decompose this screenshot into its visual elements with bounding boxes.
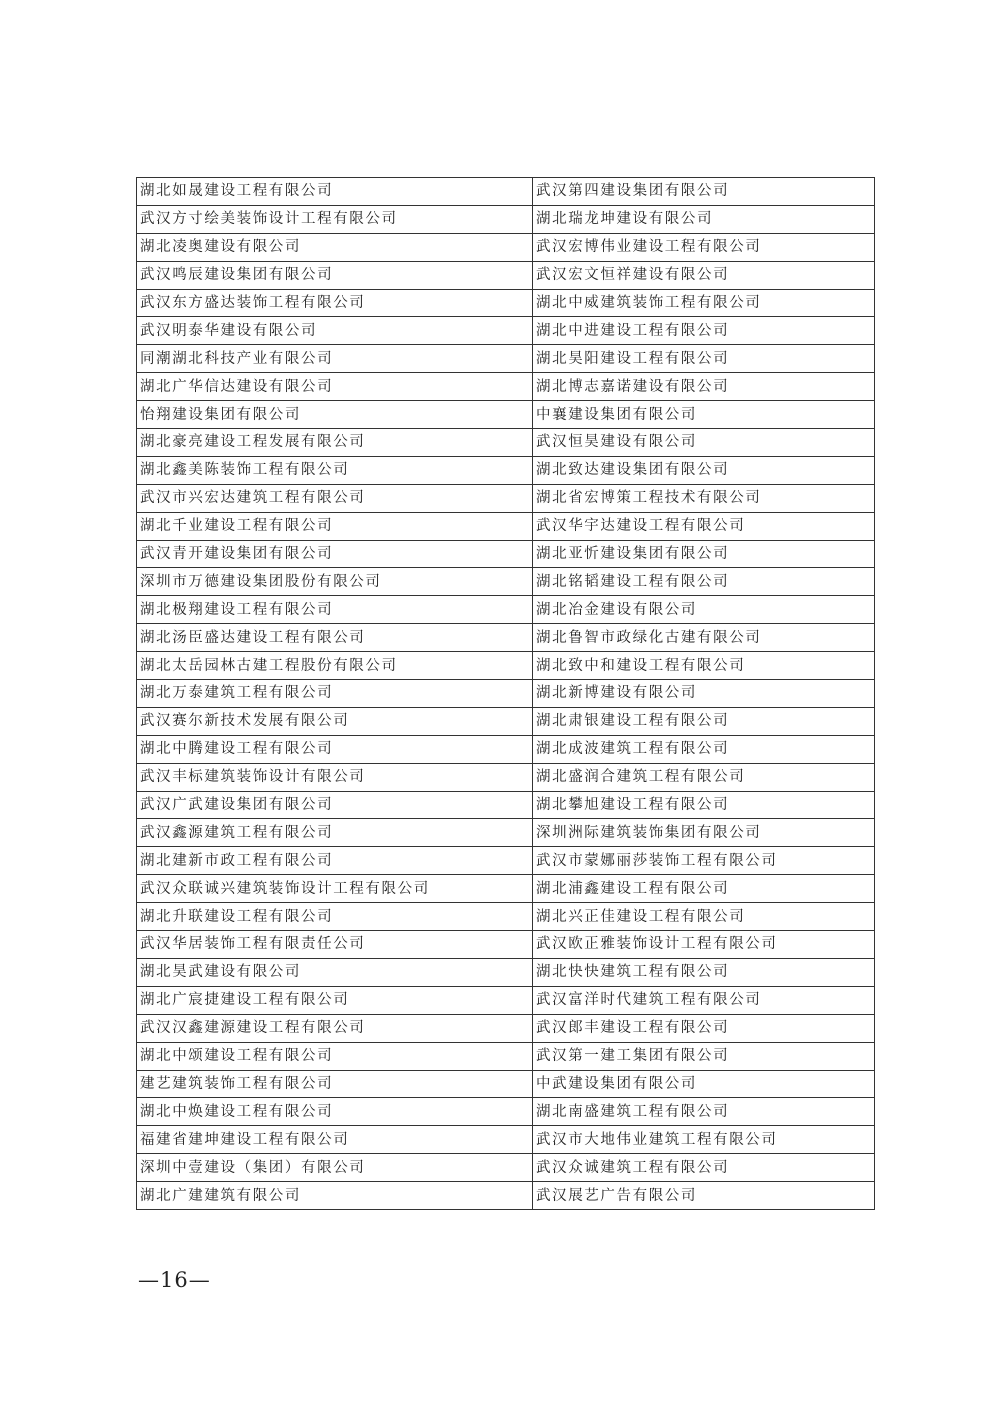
company-name-left: 湖北中腾建设工程有限公司 (137, 735, 533, 763)
company-name-right: 武汉第一建工集团有限公司 (533, 1042, 875, 1070)
company-name-left: 湖北中颂建设工程有限公司 (137, 1042, 533, 1070)
table-row (137, 763, 875, 791)
table-row (137, 540, 875, 568)
table-row (137, 429, 875, 457)
company-name-left: 怡翔建设集团有限公司 (137, 401, 533, 429)
table-row (137, 1126, 875, 1154)
table-row (137, 289, 875, 317)
company-name-right: 中襄建设集团有限公司 (533, 401, 875, 429)
page-number: —16— (138, 1268, 211, 1292)
company-name-left: 武汉青开建设集团有限公司 (137, 540, 533, 568)
company-name-left: 湖北千业建设工程有限公司 (137, 512, 533, 540)
company-name-right: 湖北攀旭建设工程有限公司 (533, 791, 875, 819)
table-row (137, 707, 875, 735)
company-name-left: 湖北极翔建设工程有限公司 (137, 596, 533, 624)
table-row (137, 512, 875, 540)
company-name-right: 湖北盛润合建筑工程有限公司 (533, 763, 875, 791)
company-name-right: 武汉众诚建筑工程有限公司 (533, 1154, 875, 1182)
company-name-right: 武汉宏文恒祥建设有限公司 (533, 261, 875, 289)
company-name-left: 武汉众联诚兴建筑装饰设计工程有限公司 (137, 875, 533, 903)
company-name-right: 深圳洲际建筑装饰集团有限公司 (533, 819, 875, 847)
company-name-left: 武汉明泰华建设有限公司 (137, 317, 533, 345)
table-row (137, 819, 875, 847)
table-row (137, 317, 875, 345)
company-name-left: 福建省建坤建设工程有限公司 (137, 1126, 533, 1154)
table-row (137, 261, 875, 289)
company-name-right: 湖北瑞龙坤建设有限公司 (533, 205, 875, 233)
company-name-right: 湖北鲁智市政绿化古建有限公司 (533, 624, 875, 652)
table-row (137, 847, 875, 875)
table-row (137, 1154, 875, 1182)
table-row (137, 875, 875, 903)
company-name-left: 武汉华居装饰工程有限责任公司 (137, 931, 533, 959)
company-name-right: 湖北冶金建设有限公司 (533, 596, 875, 624)
table-row (137, 958, 875, 986)
table-row (137, 1098, 875, 1126)
table-row (137, 178, 875, 206)
company-name-right: 湖北博志嘉诺建设有限公司 (533, 373, 875, 401)
company-name-left: 武汉丰标建筑装饰设计有限公司 (137, 763, 533, 791)
company-name-right: 武汉第四建设集团有限公司 (533, 178, 875, 206)
company-name-left: 建艺建筑装饰工程有限公司 (137, 1070, 533, 1098)
company-name-left: 武汉鸣辰建设集团有限公司 (137, 261, 533, 289)
company-table (136, 177, 875, 1210)
company-name-right: 湖北兴正佳建设工程有限公司 (533, 903, 875, 931)
table-body (137, 178, 875, 1210)
company-name-right: 武汉华宇达建设工程有限公司 (533, 512, 875, 540)
company-name-left: 湖北广建建筑有限公司 (137, 1182, 533, 1210)
company-name-left: 湖北鑫美陈装饰工程有限公司 (137, 456, 533, 484)
table-row (137, 205, 875, 233)
company-name-right: 武汉恒昊建设有限公司 (533, 429, 875, 457)
company-name-left: 湖北广宸捷建设工程有限公司 (137, 986, 533, 1014)
table-row (137, 456, 875, 484)
company-name-left: 湖北凌奥建设有限公司 (137, 233, 533, 261)
company-name-right: 武汉宏博伟业建设工程有限公司 (533, 233, 875, 261)
company-name-right: 湖北昊阳建设工程有限公司 (533, 345, 875, 373)
company-name-left: 湖北豪亮建设工程发展有限公司 (137, 429, 533, 457)
company-name-right: 湖北肃银建设工程有限公司 (533, 707, 875, 735)
table-row (137, 568, 875, 596)
company-name-left: 湖北万泰建筑工程有限公司 (137, 680, 533, 708)
company-name-right: 湖北致中和建设工程有限公司 (533, 652, 875, 680)
table-row (137, 931, 875, 959)
company-name-left: 武汉方寸绘美装饰设计工程有限公司 (137, 205, 533, 233)
company-name-left: 湖北建新市政工程有限公司 (137, 847, 533, 875)
company-name-right: 武汉欧正雅装饰设计工程有限公司 (533, 931, 875, 959)
company-name-left: 武汉鑫源建筑工程有限公司 (137, 819, 533, 847)
company-name-left: 湖北中焕建设工程有限公司 (137, 1098, 533, 1126)
table-row (137, 735, 875, 763)
company-name-right: 湖北浦鑫建设工程有限公司 (533, 875, 875, 903)
company-name-left: 湖北如晟建设工程有限公司 (137, 178, 533, 206)
company-name-right: 湖北亚忻建设集团有限公司 (533, 540, 875, 568)
company-name-right: 湖北致达建设集团有限公司 (533, 456, 875, 484)
company-name-left: 湖北太岳园林古建工程股份有限公司 (137, 652, 533, 680)
company-name-right: 湖北成波建筑工程有限公司 (533, 735, 875, 763)
company-name-right: 武汉市蒙娜丽莎装饰工程有限公司 (533, 847, 875, 875)
table-row (137, 1014, 875, 1042)
table-row (137, 791, 875, 819)
company-name-left: 武汉广武建设集团有限公司 (137, 791, 533, 819)
company-name-right: 武汉富洋时代建筑工程有限公司 (533, 986, 875, 1014)
company-name-right: 湖北铭韬建设工程有限公司 (533, 568, 875, 596)
company-name-right: 湖北省宏博策工程技术有限公司 (533, 484, 875, 512)
company-name-left: 武汉市兴宏达建筑工程有限公司 (137, 484, 533, 512)
table-row (137, 1182, 875, 1210)
company-name-left: 深圳中壹建设（集团）有限公司 (137, 1154, 533, 1182)
company-name-right: 中武建设集团有限公司 (533, 1070, 875, 1098)
table-row (137, 903, 875, 931)
table-row (137, 484, 875, 512)
table-row (137, 345, 875, 373)
company-name-left: 武汉赛尔新技术发展有限公司 (137, 707, 533, 735)
company-name-right: 湖北南盛建筑工程有限公司 (533, 1098, 875, 1126)
table-row (137, 596, 875, 624)
company-name-left: 湖北升联建设工程有限公司 (137, 903, 533, 931)
table-row (137, 652, 875, 680)
company-name-left: 深圳市万德建设集团股份有限公司 (137, 568, 533, 596)
table-row (137, 624, 875, 652)
table-row (137, 1070, 875, 1098)
table-row (137, 1042, 875, 1070)
company-name-right: 武汉展艺广告有限公司 (533, 1182, 875, 1210)
table-row (137, 373, 875, 401)
company-name-right: 湖北中进建设工程有限公司 (533, 317, 875, 345)
company-name-left: 武汉东方盛达装饰工程有限公司 (137, 289, 533, 317)
table-row (137, 680, 875, 708)
table-row (137, 986, 875, 1014)
table-row (137, 233, 875, 261)
company-name-right: 武汉郎丰建设工程有限公司 (533, 1014, 875, 1042)
company-name-right: 湖北新博建设有限公司 (533, 680, 875, 708)
company-name-left: 湖北汤臣盛达建设工程有限公司 (137, 624, 533, 652)
company-name-right: 湖北中威建筑装饰工程有限公司 (533, 289, 875, 317)
company-name-left: 武汉汉鑫建源建设工程有限公司 (137, 1014, 533, 1042)
company-name-left: 同潮湖北科技产业有限公司 (137, 345, 533, 373)
company-name-right: 武汉市大地伟业建筑工程有限公司 (533, 1126, 875, 1154)
table-row (137, 401, 875, 429)
company-name-left: 湖北昊武建设有限公司 (137, 958, 533, 986)
company-name-right: 湖北快快建筑工程有限公司 (533, 958, 875, 986)
company-name-left: 湖北广华信达建设有限公司 (137, 373, 533, 401)
